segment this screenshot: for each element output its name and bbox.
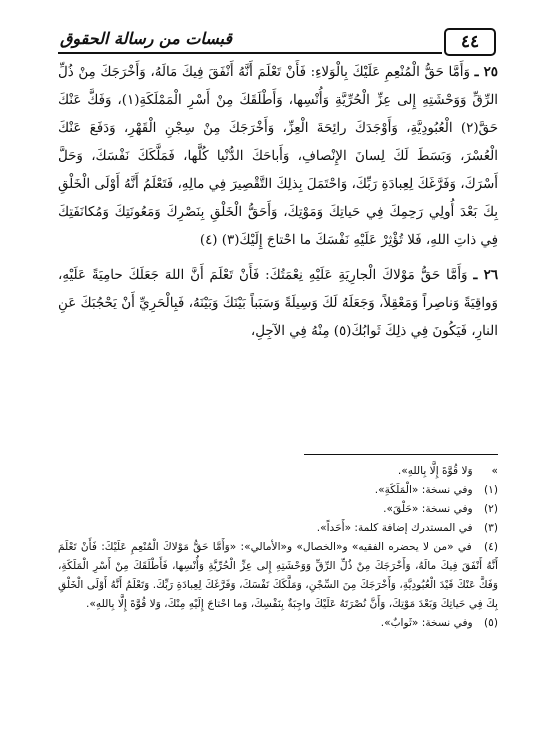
footnote-separator [304,454,498,455]
paragraph-number: ٢٦ ـ [473,267,499,283]
footnotes [58,462,498,633]
footnote-5 [58,614,498,633]
page-header [58,26,496,56]
footnote-continuation [58,462,498,481]
footnote-4 [58,538,498,614]
footnote-text: وفي نسخة: «الْمَلَكَةِ». [374,484,473,496]
paragraph-text: وَأَمَّا حَقُّ مَوْلاكَ الْجارِيَةِ عَلَيْهِ نِعْمَتُكَ: فَأَنْ تَعْلَمَ أَنَّ اللهَ جَعَلَكَ حامِيَةً عَلَيْهِ، وَواقِيَةً وَناصِراً وَمَعْقِلاً، وَجَعَلَهُ لَكَ وَسِيلَةً وَسَبَباً بَيْنَكَ وَبَيْنَهُ، فَبِالْحَرِيِّ أَنْ يَحْجُبَكَ عَنِ النارِ، فَيَكُونَ فِي ذلِكَ ثَوابُكَ(٥) مِنْهُ فِي الآجِلِ، [58,268,498,339]
footnote-number: (١) [484,484,498,496]
footnote-number: (٢) [484,503,498,515]
paragraph-26 [58,261,498,346]
footnote-1 [58,481,498,500]
footnote-text: وفي نسخة: «حَلْقَ». [383,503,473,515]
page-number: ٤٤ [444,28,496,56]
paragraph-25 [58,58,498,255]
footnote-text: في المستدرك إضافة كلمة: «أَحَداً». [316,522,473,534]
footnote-number: (٤) [484,541,499,553]
main-text [58,58,498,352]
footnote-number: (٣) [484,522,498,534]
running-title: قبسات من رسالة الحقوق [60,29,233,48]
footnote-3 [58,519,498,538]
footnote-2 [58,500,498,519]
footnote-text: وَلا قُوَّةَ إِلَّا بِاللهِ». [397,465,473,477]
footnote-text: وفي نسخة: «ثَوابٌ». [380,617,473,629]
paragraph-number: ٢٥ ـ [474,64,498,80]
header-rule [58,52,442,54]
footnote-number: (٥) [484,617,498,629]
footnote-marker: » [491,465,498,477]
paragraph-text: وَأَمَّا حَقُّ الْمُنْعِمِ عَلَيْكَ بِالْوَلاءِ: فَأَنْ تَعْلَمَ أَنَّهُ أَنْفَقَ فِيكَ مَالَهُ، وَأَخْرَجَكَ مِنْ ذُلِّ الرِّقِّ وَوَحْشَتِهِ إِلى عِزِّ الْحُرِّيَّةِ وَأُنْسِها، وَأَطْلَقَكَ مِنْ أَسْرِ الْمَمْلَكَةِ(١)، وَفَكَّ عَنْكَ حَقَّ(٢) الْعُبُودِيَّةِ، وَأَوْجَدَكَ رائِحَةَ الْعِزِّ، وَأَخْرَجَكَ مِنْ سِجْنِ الْقَهْرِ، وَدَفَعَ عَنْكَ الْعُسْرَ، وَبَسَطَ لَكَ لِسانَ الإِنْصافِ، وَأَباحَكَ الدُّنْيا كُلَّها، فَمَلَّكَكَ نَفْسَكَ، وَحَلَّ أَسْرَكَ، وَفَرَّغَكَ لِعِبادَةِ رَبِّكَ، وَاحْتَمَلَ بِذلِكَ التَّقْصِيرَ فِي مالِهِ، فَتَعْلَمُ أَنَّهُ أَوْلَى الْخَلْقِ بِكَ بَعْدَ أُولِي رَحِمِكَ فِي حَياتِكَ وَمَوْتِكَ، وَأَحَقُّ الْخَلْقِ بِنَصْرِكَ وَمَعُونَتِكَ وَمُكانَفَتِكَ فِي ذاتِ اللهِ، فَلا تُؤْثِرْ عَلَيْهِ نَفْسَكَ ما احْتاجَ إِلَيْكَ(٣) (٤) [58,65,499,248]
footnote-text: في «من لا يحضره الفقيه» و«الخصال» و«الأمالي»: «وَأَمَّا حَقُّ مَوْلاكَ الْمُنْعِمِ عَلَيْكَ: فَأَنْ تَعْلَمَ أَنَّهُ أَنْفَقَ فِيكَ مالَهُ، وَأَخْرَجَكَ مِنْ ذُلِّ الرِّقِّ وَوَحْشَتِهِ إِلى عِزِّ الْحُرِّيَّةِ وَأُنْسِها، فَأَطْلَقَكَ مِنْ أَسْرِ الْمَلَكَةِ، وَفَكَّ عَنْكَ قَيْدَ الْعُبُودِيَّةِ، وَأَخْرَجَكَ مِنَ السِّجْنِ، وَمَلَّكَكَ نَفْسَكَ، وَفَرَّغَكَ لِعِبادَةِ رَبِّكَ. وَتَعْلَمُ أَنَّهُ أَوْلَى الْخَلْقِ بِكَ فِي حَياتِكَ وَبَعْدَ مَوْتِكَ، وَأَنَّ نُصْرَتَهُ عَلَيْكَ واجِبَةٌ بِنَفْسِكَ، وَما احْتاجَ إِلَيْهِ مِنْكَ، وَلا قُوَّةَ إِلَّا بِاللهِ». [58,541,498,610]
